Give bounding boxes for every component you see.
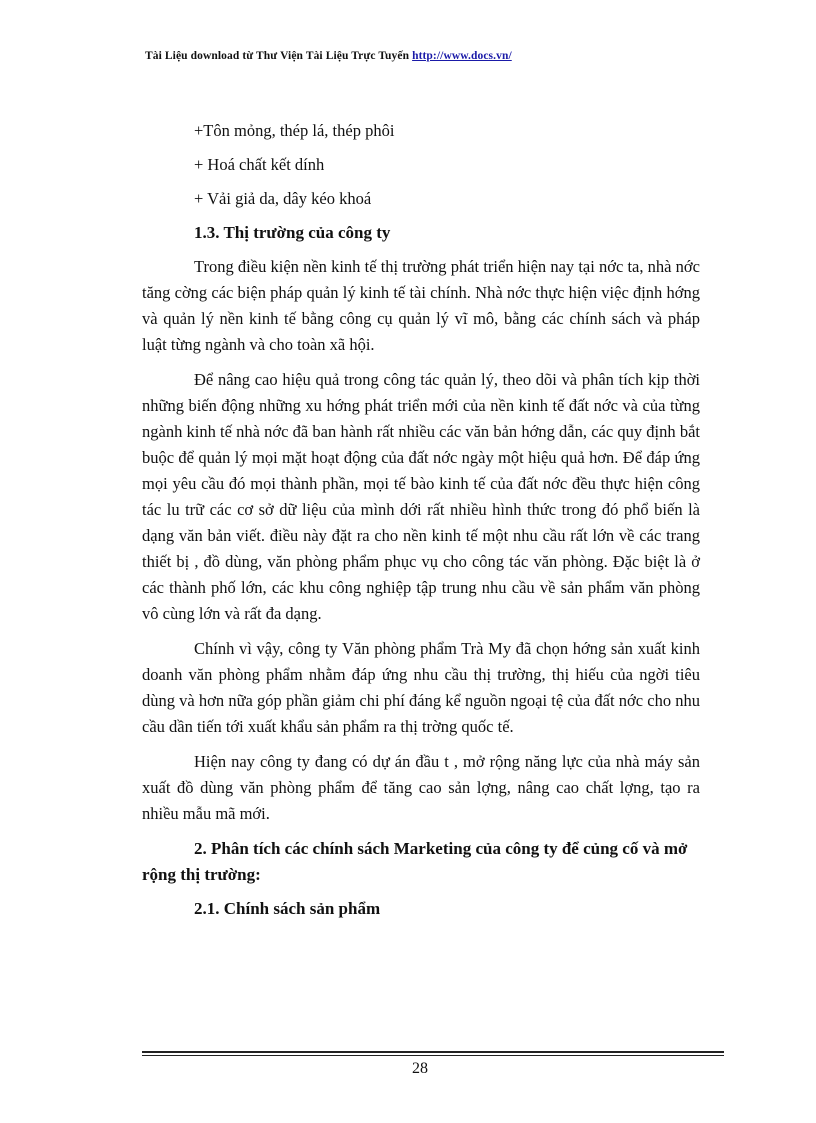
body-paragraph: Để nâng cao hiệu quả trong công tác quản lý, theo dõi và phân tích kịp thời những biến động những xu hớng phát triển mới của nền kinh tế đất nớc và của từng ngành kinh tế nhà nớc đã ban hành rất nhiều các văn bản hớng dẫn, các quy định bắt buộc để quản lý mọi mặt hoạt động của đất nớc ngày một hiệu quả hơn. Để đáp ứng mọi yêu cầu đó mọi thành phần, mọi tế bào kinh tế của đất nớc đều thực hiện công tác lu trữ các cơ sở dữ liệu của mình dới rất nhiều hình thức trong đó phổ biến là dạng văn bản viết. điều này đặt ra cho nền kinh tế một nhu cầu rất lớn về các trang thiết bị , đồ dùng, văn phòng phẩm phục vụ cho công tác văn phòng. Đặc biệt là ở các thành phố lớn, các khu công nghiệp tập trung nhu cầu về sản phẩm văn phòng vô cùng lớn và rất đa dạng. — [142, 370, 700, 623]
page-number: 28 — [412, 1060, 428, 1077]
section-heading-2: 2. Phân tích các chính sách Marketing của công ty để củng cố và mở rộng thị trường: — [142, 839, 688, 884]
section-heading-2-1: 2.1. Chính sách sản phẩm — [194, 899, 381, 918]
body-paragraph: Trong điều kiện nền kinh tế thị trường phát triển hiện nay tại nớc ta, nhà nớc tăng cờng các biện pháp quản lý kinh tế tài chính. Nhà nớc thực hiện việc định hớng và quản lý nền kinh tế bằng công cụ quản lý vĩ mô, bằng các chính sách và pháp luật từng ngành và cho toàn xã hội. — [142, 257, 700, 354]
bullet-item: + Hoá chất kết dính — [194, 155, 325, 174]
body-paragraph: Chính vì vậy, công ty Văn phòng phẩm Trà My đã chọn hớng sản xuất kinh doanh văn phòng phẩm nhằm đáp ứng nhu cầu thị trường, thị hiếu của ngời tiêu dùng và hơn nữa góp phần giảm chi phí đáng kể nguồn ngoại tệ của đất nớc cho nhu cầu dần tiến tới xuất khẩu sản phẩm ra thị trờng quốc tế. — [142, 639, 700, 736]
bullet-item: + Vải giả da, dây kéo khoá — [194, 189, 372, 208]
page-body — [142, 120, 700, 930]
bullet-item: +Tôn mỏng, thép lá, thép phôi — [194, 121, 395, 140]
header-text: Tài Liệu download từ Thư Viện Tài Liệu Trực Tuyến — [145, 50, 413, 62]
section-heading-1-3: 1.3. Thị trường của công ty — [194, 223, 391, 242]
footer-divider — [142, 1051, 724, 1056]
body-paragraph: Hiện nay công ty đang có dự án đầu t , mở rộng năng lực của nhà máy sản xuất đồ dùng văn phòng phẩm để tăng cao sản lợng, nâng cao chất lợng, tạo ra nhiều mẫu mã mới. — [142, 752, 700, 823]
page-header — [145, 50, 512, 62]
header-link[interactable]: http://www.docs.vn/ — [412, 50, 512, 62]
